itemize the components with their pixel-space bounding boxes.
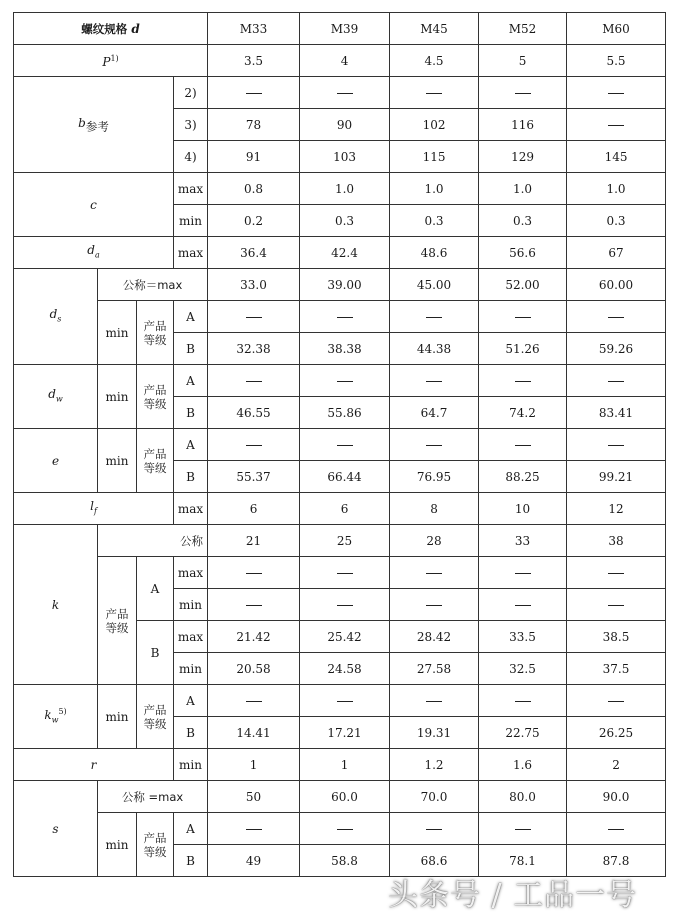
subscript: w [51, 715, 59, 725]
value-cell: 1.0 [567, 173, 666, 205]
value-cell: 25 [300, 525, 390, 557]
grade-line: 等级 [143, 396, 167, 411]
value-cell: 3.5 [208, 45, 300, 77]
value-cell [208, 557, 300, 589]
value-cell: 6 [208, 493, 300, 525]
value-cell: 78.1 [479, 845, 567, 877]
dash-mark [337, 605, 353, 606]
dash-mark [515, 573, 531, 574]
dash-mark [337, 381, 353, 382]
value-cell: 38 [567, 525, 666, 557]
symbol: P [102, 55, 111, 69]
watermark-text: 头条号 / 工品一号 [388, 878, 638, 913]
table-row [14, 781, 666, 813]
kw-label [14, 685, 98, 749]
value-cell [300, 301, 390, 333]
value-cell [208, 813, 300, 845]
value-cell [479, 77, 567, 109]
spec-sheet [13, 12, 666, 877]
value-cell: 76.95 [390, 461, 479, 493]
value-cell [479, 557, 567, 589]
grade-line: 等级 [143, 844, 167, 859]
value-cell: 21 [208, 525, 300, 557]
value-cell: 56.6 [479, 237, 567, 269]
value-cell [479, 685, 567, 717]
value-cell [390, 429, 479, 461]
s-label: s [14, 781, 98, 877]
dash-mark [337, 317, 353, 318]
table-row [14, 173, 666, 205]
table-row [14, 525, 666, 557]
symbol: l [90, 498, 94, 513]
grade-line: 等级 [143, 716, 167, 731]
nominal-max-label: 公称＝max [98, 269, 208, 301]
pitch-label [14, 45, 208, 77]
value-cell: 1.0 [479, 173, 567, 205]
value-cell [567, 109, 666, 141]
k-label: k [14, 525, 98, 685]
value-cell: 129 [479, 141, 567, 173]
grade-line: 产品 [143, 446, 167, 461]
value-cell: 12 [567, 493, 666, 525]
value-cell: 2 [567, 749, 666, 781]
note-label: 4) [174, 141, 208, 173]
value-cell: 4 [300, 45, 390, 77]
table-row [14, 77, 666, 109]
subscript: w [55, 394, 63, 404]
table-row [14, 429, 666, 461]
value-cell [300, 365, 390, 397]
value-cell [390, 301, 479, 333]
limit-label: max [174, 493, 208, 525]
limit-label: min [98, 813, 137, 877]
value-cell [300, 77, 390, 109]
table-row [14, 685, 666, 717]
value-cell: 38.38 [300, 333, 390, 365]
limit-label: min [98, 365, 137, 429]
value-cell [300, 429, 390, 461]
value-cell [390, 557, 479, 589]
value-cell [567, 429, 666, 461]
value-cell [479, 429, 567, 461]
grade-line: 产品 [105, 606, 129, 621]
symbol: d [87, 242, 95, 257]
limit-label: max [174, 173, 208, 205]
grade-A: A [174, 685, 208, 717]
value-cell: 49 [208, 845, 300, 877]
value-cell: 0.3 [300, 205, 390, 237]
value-cell [208, 365, 300, 397]
footnote-marker: 5) [58, 707, 67, 717]
symbol: d [49, 306, 58, 321]
value-cell: 5.5 [567, 45, 666, 77]
value-cell [567, 365, 666, 397]
dash-mark [608, 445, 624, 446]
dash-mark [246, 445, 262, 446]
subscript: a [94, 250, 100, 260]
value-cell: 51.26 [479, 333, 567, 365]
value-cell: 0.2 [208, 205, 300, 237]
grade-A: A [137, 557, 174, 621]
value-cell [300, 589, 390, 621]
value-cell [567, 77, 666, 109]
dash-mark [515, 93, 531, 94]
lf-label [14, 493, 174, 525]
value-cell: 90 [300, 109, 390, 141]
value-cell: 1 [208, 749, 300, 781]
value-cell: 21.42 [208, 621, 300, 653]
dash-mark [515, 317, 531, 318]
value-cell [390, 77, 479, 109]
value-cell: 28 [390, 525, 479, 557]
value-cell: 0.3 [390, 205, 479, 237]
dash-mark [515, 701, 531, 702]
value-cell: 0.3 [567, 205, 666, 237]
grade-B: B [174, 333, 208, 365]
table-row [14, 365, 666, 397]
table-row [14, 557, 666, 589]
table-row [14, 749, 666, 781]
value-cell: 80.0 [479, 781, 567, 813]
value-cell: 6 [300, 493, 390, 525]
dash-mark [246, 829, 262, 830]
value-cell [300, 557, 390, 589]
value-cell: 19.31 [390, 717, 479, 749]
grade-A: A [174, 301, 208, 333]
value-cell: 83.41 [567, 397, 666, 429]
value-cell [390, 589, 479, 621]
value-cell: 10 [479, 493, 567, 525]
table-row [14, 493, 666, 525]
subscript: s [57, 314, 62, 324]
limit-label: min [174, 589, 208, 621]
note-label: 3) [174, 109, 208, 141]
grade-A: A [174, 365, 208, 397]
value-cell: 64.7 [390, 397, 479, 429]
size-header: M45 [390, 13, 479, 45]
dash-mark [426, 573, 442, 574]
value-cell: 145 [567, 141, 666, 173]
value-cell: 38.5 [567, 621, 666, 653]
value-cell: 60.0 [300, 781, 390, 813]
thread-spec-header [14, 13, 208, 45]
value-cell: 87.8 [567, 845, 666, 877]
grade-A: A [174, 429, 208, 461]
value-cell: 27.58 [390, 653, 479, 685]
dash-mark [608, 605, 624, 606]
dash-mark [337, 573, 353, 574]
dash-mark [608, 701, 624, 702]
dash-mark [426, 93, 442, 94]
grade-B: B [174, 845, 208, 877]
value-cell: 67 [567, 237, 666, 269]
symbol: d [48, 386, 56, 401]
value-cell: 0.3 [479, 205, 567, 237]
product-grade-label [98, 557, 137, 685]
value-cell [300, 813, 390, 845]
dash-mark [426, 445, 442, 446]
value-cell [390, 685, 479, 717]
value-cell: 33.0 [208, 269, 300, 301]
value-cell: 60.00 [567, 269, 666, 301]
value-cell: 1.0 [300, 173, 390, 205]
grade-A: A [174, 813, 208, 845]
dash-mark [246, 381, 262, 382]
size-header: M52 [479, 13, 567, 45]
limit-label: min [174, 205, 208, 237]
value-cell: 32.38 [208, 333, 300, 365]
dash-mark [337, 93, 353, 94]
table-row [14, 45, 666, 77]
product-grade-label [137, 429, 174, 493]
value-cell [479, 301, 567, 333]
dash-mark [337, 829, 353, 830]
limit-label: min [174, 653, 208, 685]
table-row [14, 813, 666, 845]
dash-mark [515, 829, 531, 830]
value-cell: 52.00 [479, 269, 567, 301]
dash-mark [426, 701, 442, 702]
value-cell: 26.25 [567, 717, 666, 749]
grade-B: B [137, 621, 174, 685]
thread-spec-table [13, 12, 666, 877]
value-cell: 74.2 [479, 397, 567, 429]
thread-spec-label: 螺纹规格 [81, 21, 128, 36]
value-cell: 1.6 [479, 749, 567, 781]
grade-line: 产品 [143, 318, 167, 333]
value-cell: 32.5 [479, 653, 567, 685]
value-cell [208, 77, 300, 109]
value-cell: 5 [479, 45, 567, 77]
dash-mark [246, 317, 262, 318]
value-cell [479, 589, 567, 621]
value-cell: 66.44 [300, 461, 390, 493]
value-cell [208, 589, 300, 621]
value-cell: 103 [300, 141, 390, 173]
da-label [14, 237, 174, 269]
dw-label [14, 365, 98, 429]
table-row [14, 269, 666, 301]
value-cell: 25.42 [300, 621, 390, 653]
value-cell [567, 301, 666, 333]
dash-mark [608, 829, 624, 830]
value-cell: 1 [300, 749, 390, 781]
value-cell [479, 813, 567, 845]
thread-spec-symbol: d [131, 21, 140, 36]
dash-mark [246, 573, 262, 574]
grade-line: 等级 [105, 620, 129, 635]
product-grade-label [137, 813, 174, 877]
value-cell: 33.5 [479, 621, 567, 653]
dash-mark [608, 317, 624, 318]
c-label: c [14, 173, 174, 237]
value-cell: 46.55 [208, 397, 300, 429]
value-cell: 4.5 [390, 45, 479, 77]
value-cell: 45.00 [390, 269, 479, 301]
value-cell: 0.8 [208, 173, 300, 205]
dash-mark [426, 605, 442, 606]
dash-mark [337, 701, 353, 702]
dash-mark [515, 445, 531, 446]
value-cell: 116 [479, 109, 567, 141]
limit-label: min [174, 749, 208, 781]
dash-mark [515, 381, 531, 382]
value-cell [567, 813, 666, 845]
dash-mark [608, 573, 624, 574]
value-cell: 70.0 [390, 781, 479, 813]
value-cell: 33 [479, 525, 567, 557]
limit-label: max [174, 557, 208, 589]
dash-mark [426, 381, 442, 382]
subscript: 参考 [85, 119, 109, 134]
limit-label: min [98, 301, 137, 365]
value-cell: 58.8 [300, 845, 390, 877]
dash-mark [337, 445, 353, 446]
footnote-marker: 1) [110, 54, 119, 63]
value-cell: 42.4 [300, 237, 390, 269]
value-cell [390, 813, 479, 845]
value-cell: 36.4 [208, 237, 300, 269]
value-cell: 115 [390, 141, 479, 173]
dash-mark [426, 829, 442, 830]
header-row [14, 13, 666, 45]
value-cell: 17.21 [300, 717, 390, 749]
grade-line: 产品 [143, 382, 167, 397]
grade-line: 等级 [143, 332, 167, 347]
value-cell: 37.5 [567, 653, 666, 685]
value-cell [567, 685, 666, 717]
r-label: r [14, 749, 174, 781]
nominal-max-label: 公称 =max [98, 781, 208, 813]
e-label: e [14, 429, 98, 493]
value-cell: 59.26 [567, 333, 666, 365]
product-grade-label [137, 365, 174, 429]
value-cell: 68.6 [390, 845, 479, 877]
grade-B: B [174, 717, 208, 749]
value-cell: 44.38 [390, 333, 479, 365]
limit-label: max [174, 621, 208, 653]
value-cell: 39.00 [300, 269, 390, 301]
value-cell: 50 [208, 781, 300, 813]
value-cell: 22.75 [479, 717, 567, 749]
value-cell [479, 365, 567, 397]
size-header: M39 [300, 13, 390, 45]
product-grade-label [137, 685, 174, 749]
dash-mark [426, 317, 442, 318]
ds-label [14, 269, 98, 365]
grade-line: 产品 [143, 830, 167, 845]
value-cell [390, 365, 479, 397]
dash-mark [608, 125, 624, 126]
subscript: f [93, 506, 97, 516]
limit-label: max [174, 237, 208, 269]
grade-line: 产品 [143, 702, 167, 717]
symbol: b [78, 115, 86, 130]
value-cell [208, 429, 300, 461]
value-cell [208, 685, 300, 717]
dash-mark [246, 605, 262, 606]
grade-line: 等级 [143, 460, 167, 475]
value-cell: 55.86 [300, 397, 390, 429]
dash-mark [246, 701, 262, 702]
size-header: M60 [567, 13, 666, 45]
table-row [14, 301, 666, 333]
value-cell: 8 [390, 493, 479, 525]
value-cell: 99.21 [567, 461, 666, 493]
b-label [14, 77, 174, 173]
dash-mark [515, 605, 531, 606]
note-label: 2) [174, 77, 208, 109]
product-grade-label [137, 301, 174, 365]
value-cell: 14.41 [208, 717, 300, 749]
dash-mark [608, 381, 624, 382]
symbol: k [44, 708, 52, 723]
value-cell: 55.37 [208, 461, 300, 493]
value-cell: 1.2 [390, 749, 479, 781]
value-cell: 48.6 [390, 237, 479, 269]
limit-label: min [98, 685, 137, 749]
size-header: M33 [208, 13, 300, 45]
value-cell [300, 685, 390, 717]
value-cell [208, 301, 300, 333]
nominal-label: 公称 [98, 525, 208, 557]
limit-label: min [98, 429, 137, 493]
dash-mark [608, 93, 624, 94]
value-cell: 20.58 [208, 653, 300, 685]
value-cell: 88.25 [479, 461, 567, 493]
value-cell [567, 557, 666, 589]
value-cell: 24.58 [300, 653, 390, 685]
table-row [14, 237, 666, 269]
value-cell: 28.42 [390, 621, 479, 653]
value-cell: 91 [208, 141, 300, 173]
value-cell: 1.0 [390, 173, 479, 205]
value-cell: 102 [390, 109, 479, 141]
dash-mark [246, 93, 262, 94]
grade-B: B [174, 397, 208, 429]
value-cell: 78 [208, 109, 300, 141]
value-cell [567, 589, 666, 621]
value-cell: 90.0 [567, 781, 666, 813]
grade-B: B [174, 461, 208, 493]
